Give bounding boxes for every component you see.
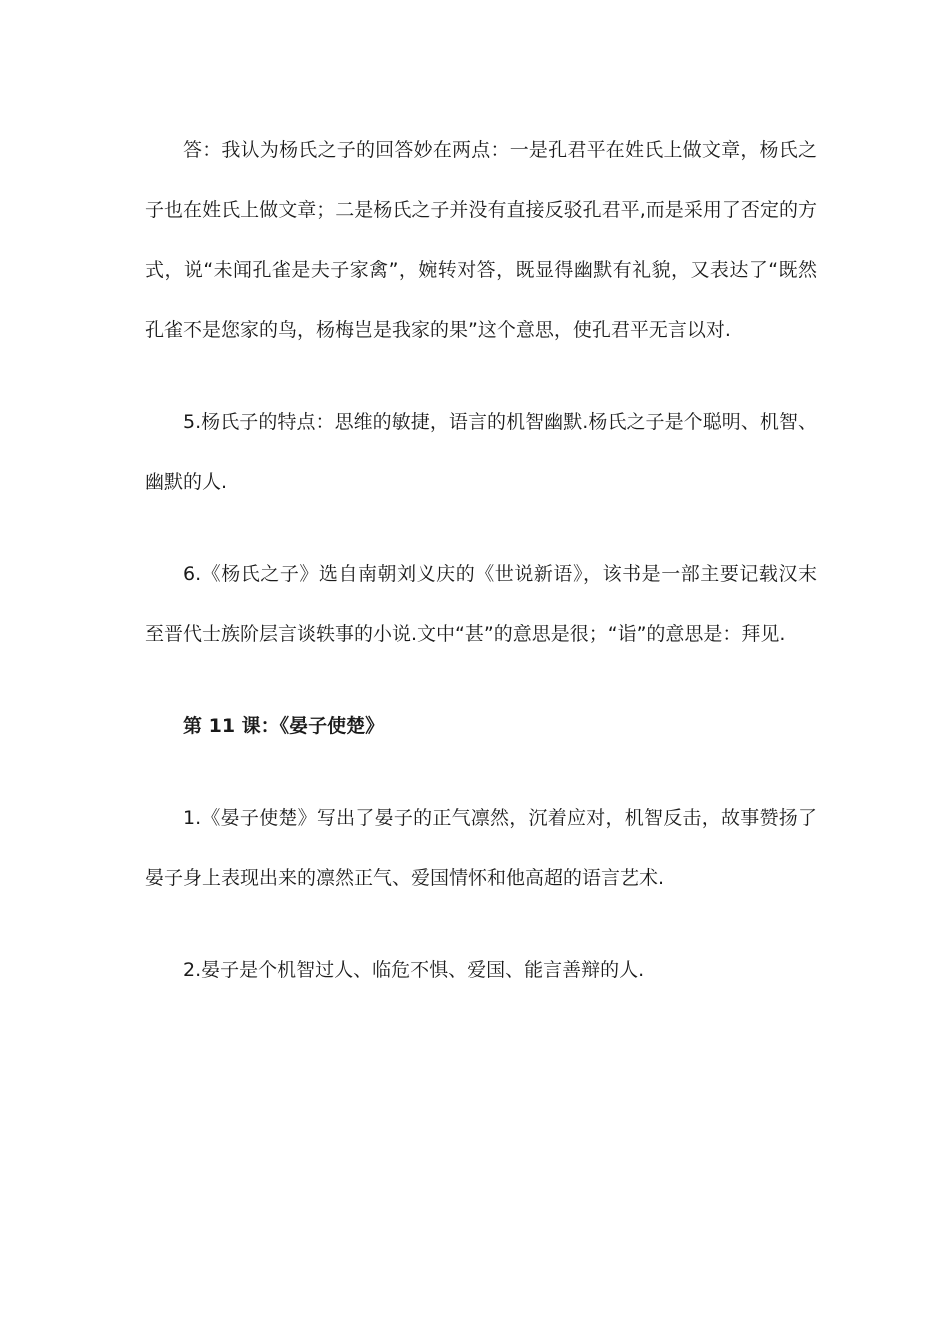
lesson-point-2-paragraph: 2.晏子是个机智过人、临危不惧、爱国、能言善辩的人.	[183, 959, 645, 981]
point-6-paragraph: 6.《杨氏之子》选自南朝刘义庆的《世说新语》，该书是一部主要记载汉末至晋代士族阶层言谈轶事的小说.文中“甚”的意思是很；“诣”的意思是：拜见.	[145, 563, 817, 645]
point-5-paragraph: 5.杨氏子的特点：思维的敏捷，语言的机智幽默.杨氏之子是个聪明、机智、幽默的人.	[145, 411, 817, 493]
answer-paragraph: 答：我认为杨氏之子的回答妙在两点：一是孔君平在姓氏上做文章，杨氏之子也在姓氏上做文章；二是杨氏之子并没有直接反驳孔君平,而是采用了否定的方式，说“未闻孔雀是夫子家禽”，婉转对答，既显得幽默有礼貌，又表达了“既然孔雀不是您家的鸟，杨梅岂是我家的果”这个意思，使孔君平无言以对.	[145, 139, 817, 341]
lesson-point-1-paragraph: 1.《晏子使楚》写出了晏子的正气凛然，沉着应对，机智反击，故事赞扬了晏子身上表现出来的凛然正气、爱国情怀和他高超的语言艺术.	[145, 807, 817, 889]
document-body	[145, 120, 817, 1000]
lesson-heading: 第 11 课：《晏子使楚》	[183, 715, 385, 737]
